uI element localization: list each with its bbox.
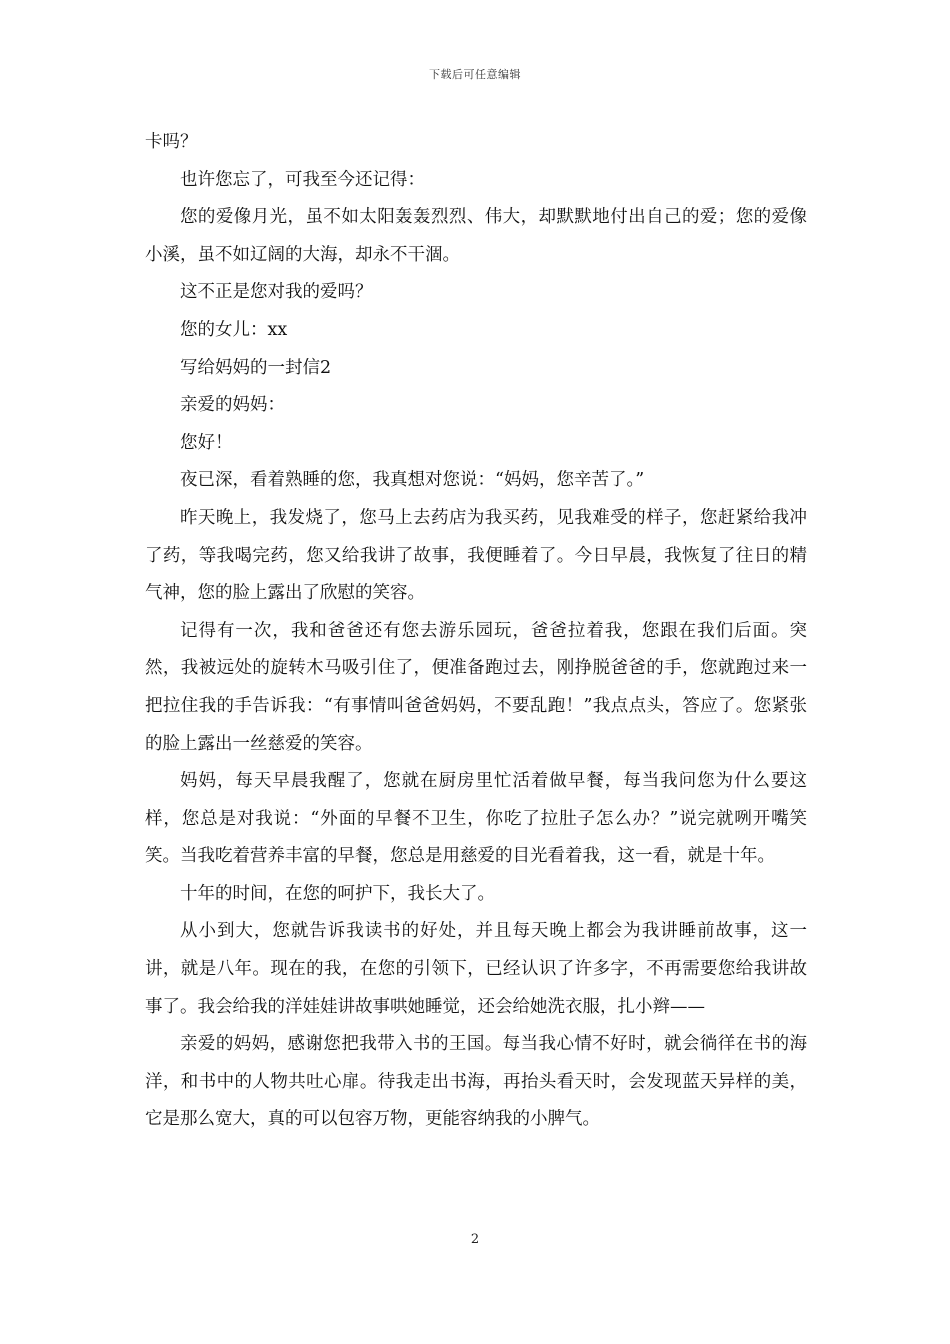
- paragraph: 昨天晚上，我发烧了，您马上去药店为我买药，见我难受的样子，您赶紧给我冲了药，等我喝完药，您又给我讲了故事，我便睡着了。今日早晨，我恢复了往日的精气神，您的脸上露出了欣慰的笑容。: [145, 507, 807, 604]
- letter-signature: 您的女儿：xx: [180, 319, 288, 340]
- paragraph: 这不正是您对我的爱吗？: [180, 282, 373, 303]
- paragraph: 您的爱像月光，虽不如太阳轰轰烈烈、伟大，却默默地付出自己的爱；您的爱像小溪，虽不如辽阔的大海，却永不干涸。: [145, 207, 807, 265]
- page-header: 下载后可任意编辑: [429, 68, 521, 81]
- paragraph: 也许您忘了，可我至今还记得：: [180, 169, 425, 190]
- paragraph: 妈妈，每天早晨我醒了，您就在厨房里忙活着做早餐，每当我问您为什么要这样，您总是对我说：“外面的早餐不卫生，你吃了拉肚子怎么办？”说完就咧开嘴笑笑。当我吃着营养丰富的早餐，您总是用慈爱的目光看着我，这一看，就是十年。: [145, 771, 807, 867]
- letter-greeting: 您好！: [180, 432, 233, 453]
- paragraph: 记得有一次，我和爸爸还有您去游乐园玩，爸爸拉着我，您跟在我们后面。突然，我被远处的旋转木马吸引住了，便准备跑过去，刚挣脱爸爸的手，您就跑过来一把拉住我的手告诉我：“有事情叫爸爸妈妈，不要乱跑！”我点点头，答应了。您紧张的脸上露出一丝慈爱的笑容。: [145, 620, 807, 754]
- paragraph: 亲爱的妈妈，感谢您把我带入书的王国。每当我心情不好时，就会徜徉在书的海洋，和书中的人物共吐心扉。待我走出书海，再抬头看天时，会发现蓝天异样的美，它是那么宽大，真的可以包容万物，更能容纳我的小脾气。: [145, 1034, 807, 1130]
- letter-salutation: 亲爱的妈妈：: [180, 395, 285, 416]
- letter-title: 写给妈妈的一封信2: [180, 357, 332, 378]
- document-body: [145, 124, 807, 1139]
- paragraph: 十年的时间，在您的呵护下，我长大了。: [180, 883, 495, 904]
- paragraph-continuation: 卡吗？: [145, 132, 198, 152]
- page-number: 2: [470, 1232, 480, 1247]
- paragraph: 从小到大，您就告诉我读书的好处，并且每天晚上都会为我讲睡前故事，这一讲，就是八年。现在的我，在您的引领下，已经认识了许多字，不再需要您给我讲故事了。我会给我的洋娃娃讲故事哄她睡觉，还会给她洗衣服，扎小辫——: [145, 921, 807, 1017]
- paragraph: 夜已深，看着熟睡的您，我真想对您说：“妈妈，您辛苦了。”: [180, 470, 645, 491]
